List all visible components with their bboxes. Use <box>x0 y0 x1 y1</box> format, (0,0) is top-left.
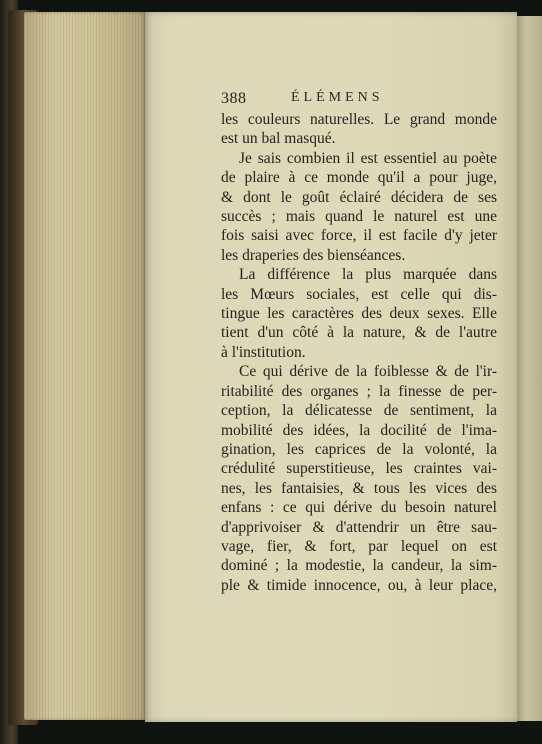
running-title: ÉLÉMENS <box>291 90 384 105</box>
text-line: gination, les caprices de la volonté, la <box>221 440 497 458</box>
text-line: dominé ; la modestie, la candeur, la sim- <box>221 557 497 575</box>
text-line: enfans : ce qui dérive du besoin naturel <box>221 499 497 517</box>
text-line: ritabilité des organes ; la finesse de per- <box>221 382 497 400</box>
text-line: & dont le goût éclairé décidera de ses <box>221 188 497 206</box>
text-line: ple & timide innocence, ou, à leur place, <box>221 576 497 594</box>
text-line: les Mœurs sociales, est celle qui dis- <box>221 285 497 303</box>
text-line: La différence la plus marquée dans <box>239 266 497 284</box>
page-number: 388 <box>221 90 247 107</box>
text-line: nes, les fantaisies, & tous les vices des <box>221 479 497 497</box>
text-line: succès ; mais quand le naturel est une <box>221 208 497 226</box>
body-text <box>221 110 497 595</box>
text-line: Je sais combien il est essentiel au poète <box>239 149 497 167</box>
page-edges <box>24 12 146 720</box>
text-line: les couleurs naturelles. Le grand monde <box>221 111 497 128</box>
facing-page-edge <box>515 16 542 721</box>
text-line: fois saisi avec force, il est facile d'y jeter <box>221 227 497 245</box>
text-line: tingue les caractères des deux sexes. Elle <box>221 305 497 323</box>
text-line: Ce qui dérive de la foiblesse & de l'ir- <box>239 363 497 381</box>
text-line: ception, la délicatesse de sentiment, la <box>221 402 497 420</box>
text-line: crédulité superstitieuse, les craintes vai- <box>221 460 497 478</box>
text-line: est un bal masqué. <box>221 130 336 148</box>
text-line: à l'institution. <box>221 343 306 361</box>
text-line: mobilité des idées, la docilité de l'ima- <box>221 421 497 439</box>
text-line: les draperies des bienséances. <box>221 246 406 264</box>
text-line: d'apprivoiser & d'attendrir un être sau- <box>221 518 497 536</box>
page-header <box>221 90 511 110</box>
text-line: vage, fier, & fort, par lequel on est <box>221 537 497 555</box>
text-line: tient d'un côté à la nature, & de l'autre <box>221 324 497 342</box>
text-line: de plaire à ce monde qu'il a pour juge, <box>221 169 497 187</box>
